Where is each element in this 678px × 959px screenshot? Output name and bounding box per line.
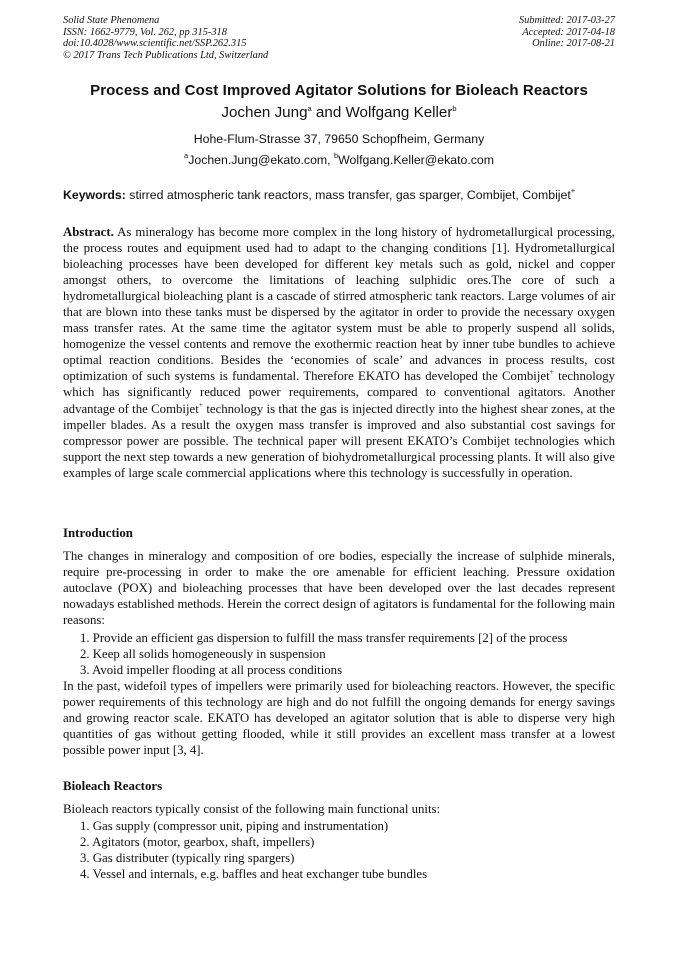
bioleach-list [80, 818, 615, 882]
abstract-label: Abstract. [63, 225, 114, 239]
email-link[interactable]: Jochen.Jung@ekato.com [188, 153, 328, 167]
introduction-list [80, 630, 615, 678]
list-item: 4. Vessel and internals, e.g. baffles and heat exchanger tube bundles [80, 867, 428, 881]
trademark-superscript: + [198, 399, 204, 409]
author-affil-mark: a [307, 104, 312, 113]
journal-copyright: © 2017 Trans Tech Publications Ltd, Switzerland [63, 49, 269, 61]
accepted-date: Accepted: 2017-04-18 [522, 26, 615, 38]
section-heading-introduction: Introduction [63, 526, 133, 540]
journal-header-right [519, 15, 615, 50]
keywords-superscript: + [570, 186, 576, 195]
author-line [20, 104, 658, 121]
abstract-text: technology is that the gas is injected directly into the highest shear zones, at the impeller blades. As a result the oxygen mass transfer is improved and also substantial cost savings for compressor power are possible. The technical paper will present EKATO’s Combijet technologies which support the next step towards a new generation of biohydrometallurgical processing plants. It will also give examples of large scale commercial applications where this technology is successfully in operation. [63, 401, 615, 480]
trademark-superscript: + [549, 367, 554, 377]
abstract-text: technology which has significantly reduced power requirements, compared to conventional agitators. Another advantage of the Combijet [63, 369, 616, 416]
list-item: 3. Gas distributer (typically ring spargers) [80, 851, 295, 865]
abstract [63, 224, 615, 481]
list-item: 2. Agitators (motor, gearbox, shaft, impellers) [80, 835, 315, 849]
author-conjunction: and [311, 104, 346, 121]
list-item: 1. Provide an efficient gas dispersion to fulfill the mass transfer requirements [2] of the process [80, 631, 568, 645]
bioleach-paragraph: Bioleach reactors typically consist of the following main functional units: [63, 802, 441, 816]
keywords [63, 188, 618, 202]
keywords-text: stirred atmospheric tank reactors, mass transfer, gas sparger, Combijet, Combijet [125, 188, 571, 202]
journal-doi: doi:10.4028/www.scientific.net/SSP.262.315 [63, 38, 247, 50]
author-name: Wolfgang Keller [345, 104, 453, 121]
submitted-date: Submitted: 2017-03-27 [518, 15, 615, 26]
paper-title: Process and Cost Improved Agitator Solutions for Bioleach Reactors [90, 82, 588, 99]
list-item: 2. Keep all solids homogeneously in suspension [80, 647, 326, 661]
affiliation: Hohe-Flum-Strasse 37, 79650 Schopfheim, Germany [193, 132, 485, 146]
list-item: 3. Avoid impeller flooding at all process conditions [80, 663, 343, 677]
section-heading-bioleach-reactors: Bioleach Reactors [63, 779, 163, 793]
email-line [20, 153, 658, 167]
abstract-text: As mineralogy has become more complex in the long history of hydrometallurgical processing, the process routes and equipment used had to adapt to the changing conditions [1]. Hydrometallurgical bioleaching processes have been developed for different key metals such as gold, nickel and copper amongst others, to overcome the limitations of leaching sulphidic ores.The core of such a hydrometallurgical bioleaching plant is a cascade of stirred atmospheric tank reactors. Large volumes of air that are blown into these tanks must be dispersed by the agitator in order to provide the necessary oxygen mass transfer rates. At the same time the agitator system must be able to properly suspend all solids, homogenize the vessel contents and remove the exothermic reaction heat by inner tube bundles to achieve optimal reaction conditions. Besides the ‘economies of scale’ and advances in process results, cost optimization of such systems is fundamental. Therefore EKATO has developed the Combijet [63, 225, 615, 384]
journal-issn: ISSN: 1662-9779, Vol. 262, pp 315-318 [63, 26, 227, 38]
introduction-paragraph: The changes in mineralogy and composition of ore bodies, especially the increase of sulphide minerals, require pre-processing in order to make the ore amenable for efficient leaching. Pressure oxidation autoclave (POX) and bioleaching processes that have been developed over the last decades represent nowadays established methods. Herein the correct design of agitators is fundamental for the following main reasons: [63, 549, 615, 628]
email-separator: , [327, 153, 334, 167]
email-affil-mark: a [184, 151, 189, 160]
keywords-label: Keywords: [63, 188, 126, 202]
author-affil-mark: b [452, 104, 457, 113]
email-link[interactable]: Wolfgang.Keller@ekato.com [338, 153, 494, 167]
email-affil-mark: b [334, 151, 339, 160]
journal-header-left [63, 15, 268, 61]
journal-name: Solid State Phenomena [63, 15, 160, 26]
list-item: 1. Gas supply (compressor unit, piping and instrumentation) [80, 819, 389, 833]
online-date: Online: 2017-08-21 [532, 38, 615, 50]
introduction-paragraph: In the past, widefoil types of impellers were primarily used for bioleaching reactors. However, the specific power requirements of this technology are high and do not fulfill the ongoing demands for energy savings and growing reactor scale. EKATO has developed an agitator solution that is able to disperse very high quantities of gas without getting flooded, while it still provides an excellent mass transfer at a lowest possible power input [3, 4]. [63, 679, 615, 758]
author-name: Jochen Jung [221, 104, 308, 121]
